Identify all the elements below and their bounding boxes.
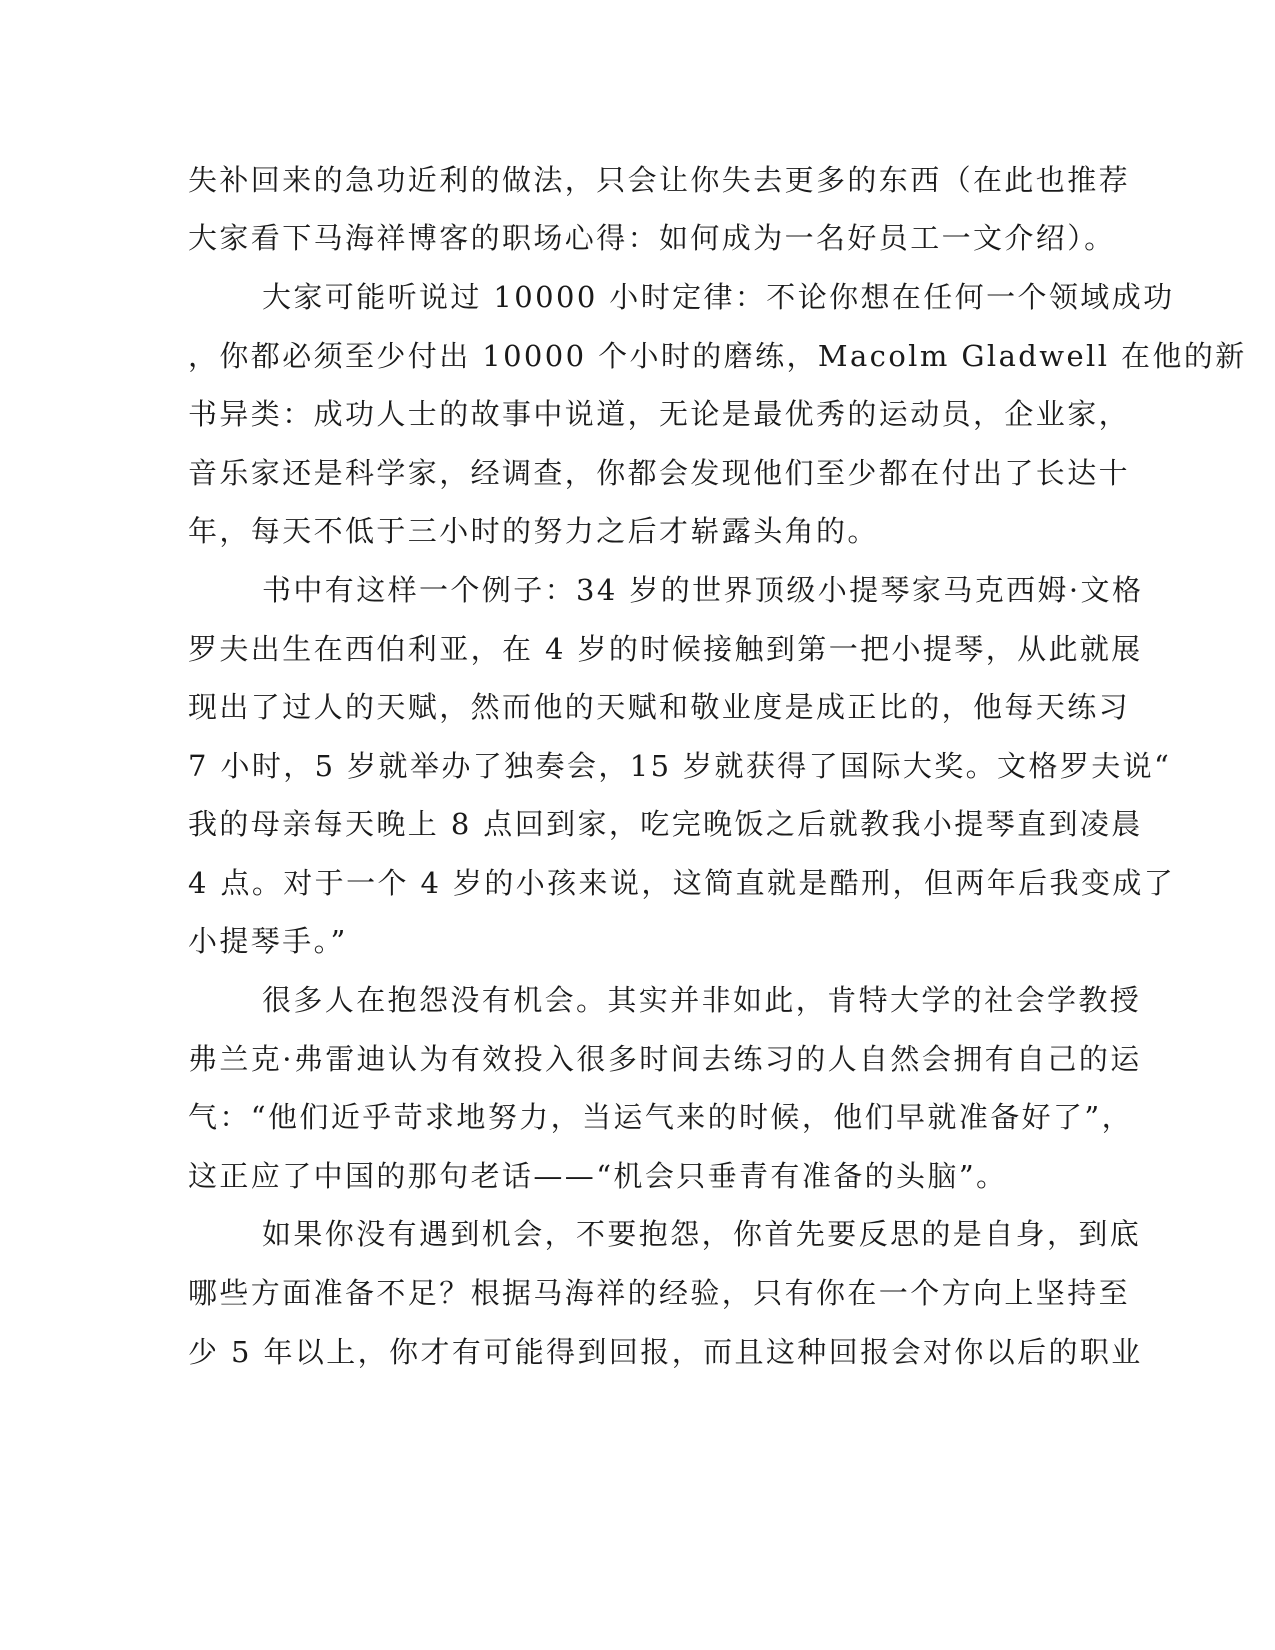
text-line: 书异类：成功人士的故事中说道，无论是最优秀的运动员，企业家， [188, 397, 1131, 431]
paragraph-start-line: 书中有这样一个例子：34 岁的世界顶级小提琴家马克西姆·文格 [262, 573, 1144, 607]
text-line: 失补回来的急功近利的做法，只会让你失去更多的东西（在此也推荐 [188, 163, 1131, 197]
text-line: 小提琴手。” [188, 924, 348, 958]
text-line: 少 5 年以上，你才有可能得到回报，而且这种回报会对你以后的职业 [188, 1335, 1143, 1369]
text-line: 现出了过人的天赋，然而他的天赋和敬业度是成正比的，他每天练习 [188, 690, 1131, 724]
paragraph-start-line: 很多人在抱怨没有机会。其实并非如此，肯特大学的社会学教授 [262, 983, 1142, 1017]
text-line: 年，每天不低于三小时的努力之后才崭露头角的。 [188, 514, 879, 548]
text-line: 哪些方面准备不足？根据马海祥的经验，只有你在一个方向上坚持至 [188, 1276, 1131, 1310]
paragraph-start-line: 大家可能听说过 10000 小时定律：不论你想在任何一个领域成功 [262, 280, 1175, 314]
text-line: 7 小时，5 岁就举办了独奏会，15 岁就获得了国际大奖。文格罗夫说“ [188, 749, 1172, 783]
text-line: 这正应了中国的那句老话——“机会只垂青有准备的头脑”。 [188, 1159, 1008, 1193]
text-line: 音乐家还是科学家，经调查，你都会发现他们至少都在付出了长达十 [188, 456, 1131, 490]
text-line: 4 点。对于一个 4 岁的小孩来说，这简直就是酷刑，但两年后我变成了 [188, 866, 1176, 900]
text-line: 大家看下马海祥博客的职场心得：如何成为一名好员工一文介绍）。 [188, 221, 1116, 255]
text-line: 罗夫出生在西伯利亚，在 4 岁的时候接触到第一把小提琴，从此就展 [188, 632, 1143, 666]
text-line: 我的母亲每天晚上 8 点回到家，吃完晚饭之后就教我小提琴直到凌晨 [188, 807, 1143, 841]
text-line: 弗兰克·弗雷迪认为有效投入很多时间去练习的人自然会拥有自己的运 [188, 1042, 1142, 1076]
text-line: 气：“他们近乎苛求地努力，当运气来的时候，他们早就准备好了”， [188, 1100, 1134, 1134]
text-line: ，你都必须至少付出 10000 个小时的磨练，Macolm Gladwell 在他的新 [188, 339, 1247, 373]
paragraph-start-line: 如果你没有遇到机会，不要抱怨，你首先要反思的是自身，到底 [262, 1217, 1142, 1251]
